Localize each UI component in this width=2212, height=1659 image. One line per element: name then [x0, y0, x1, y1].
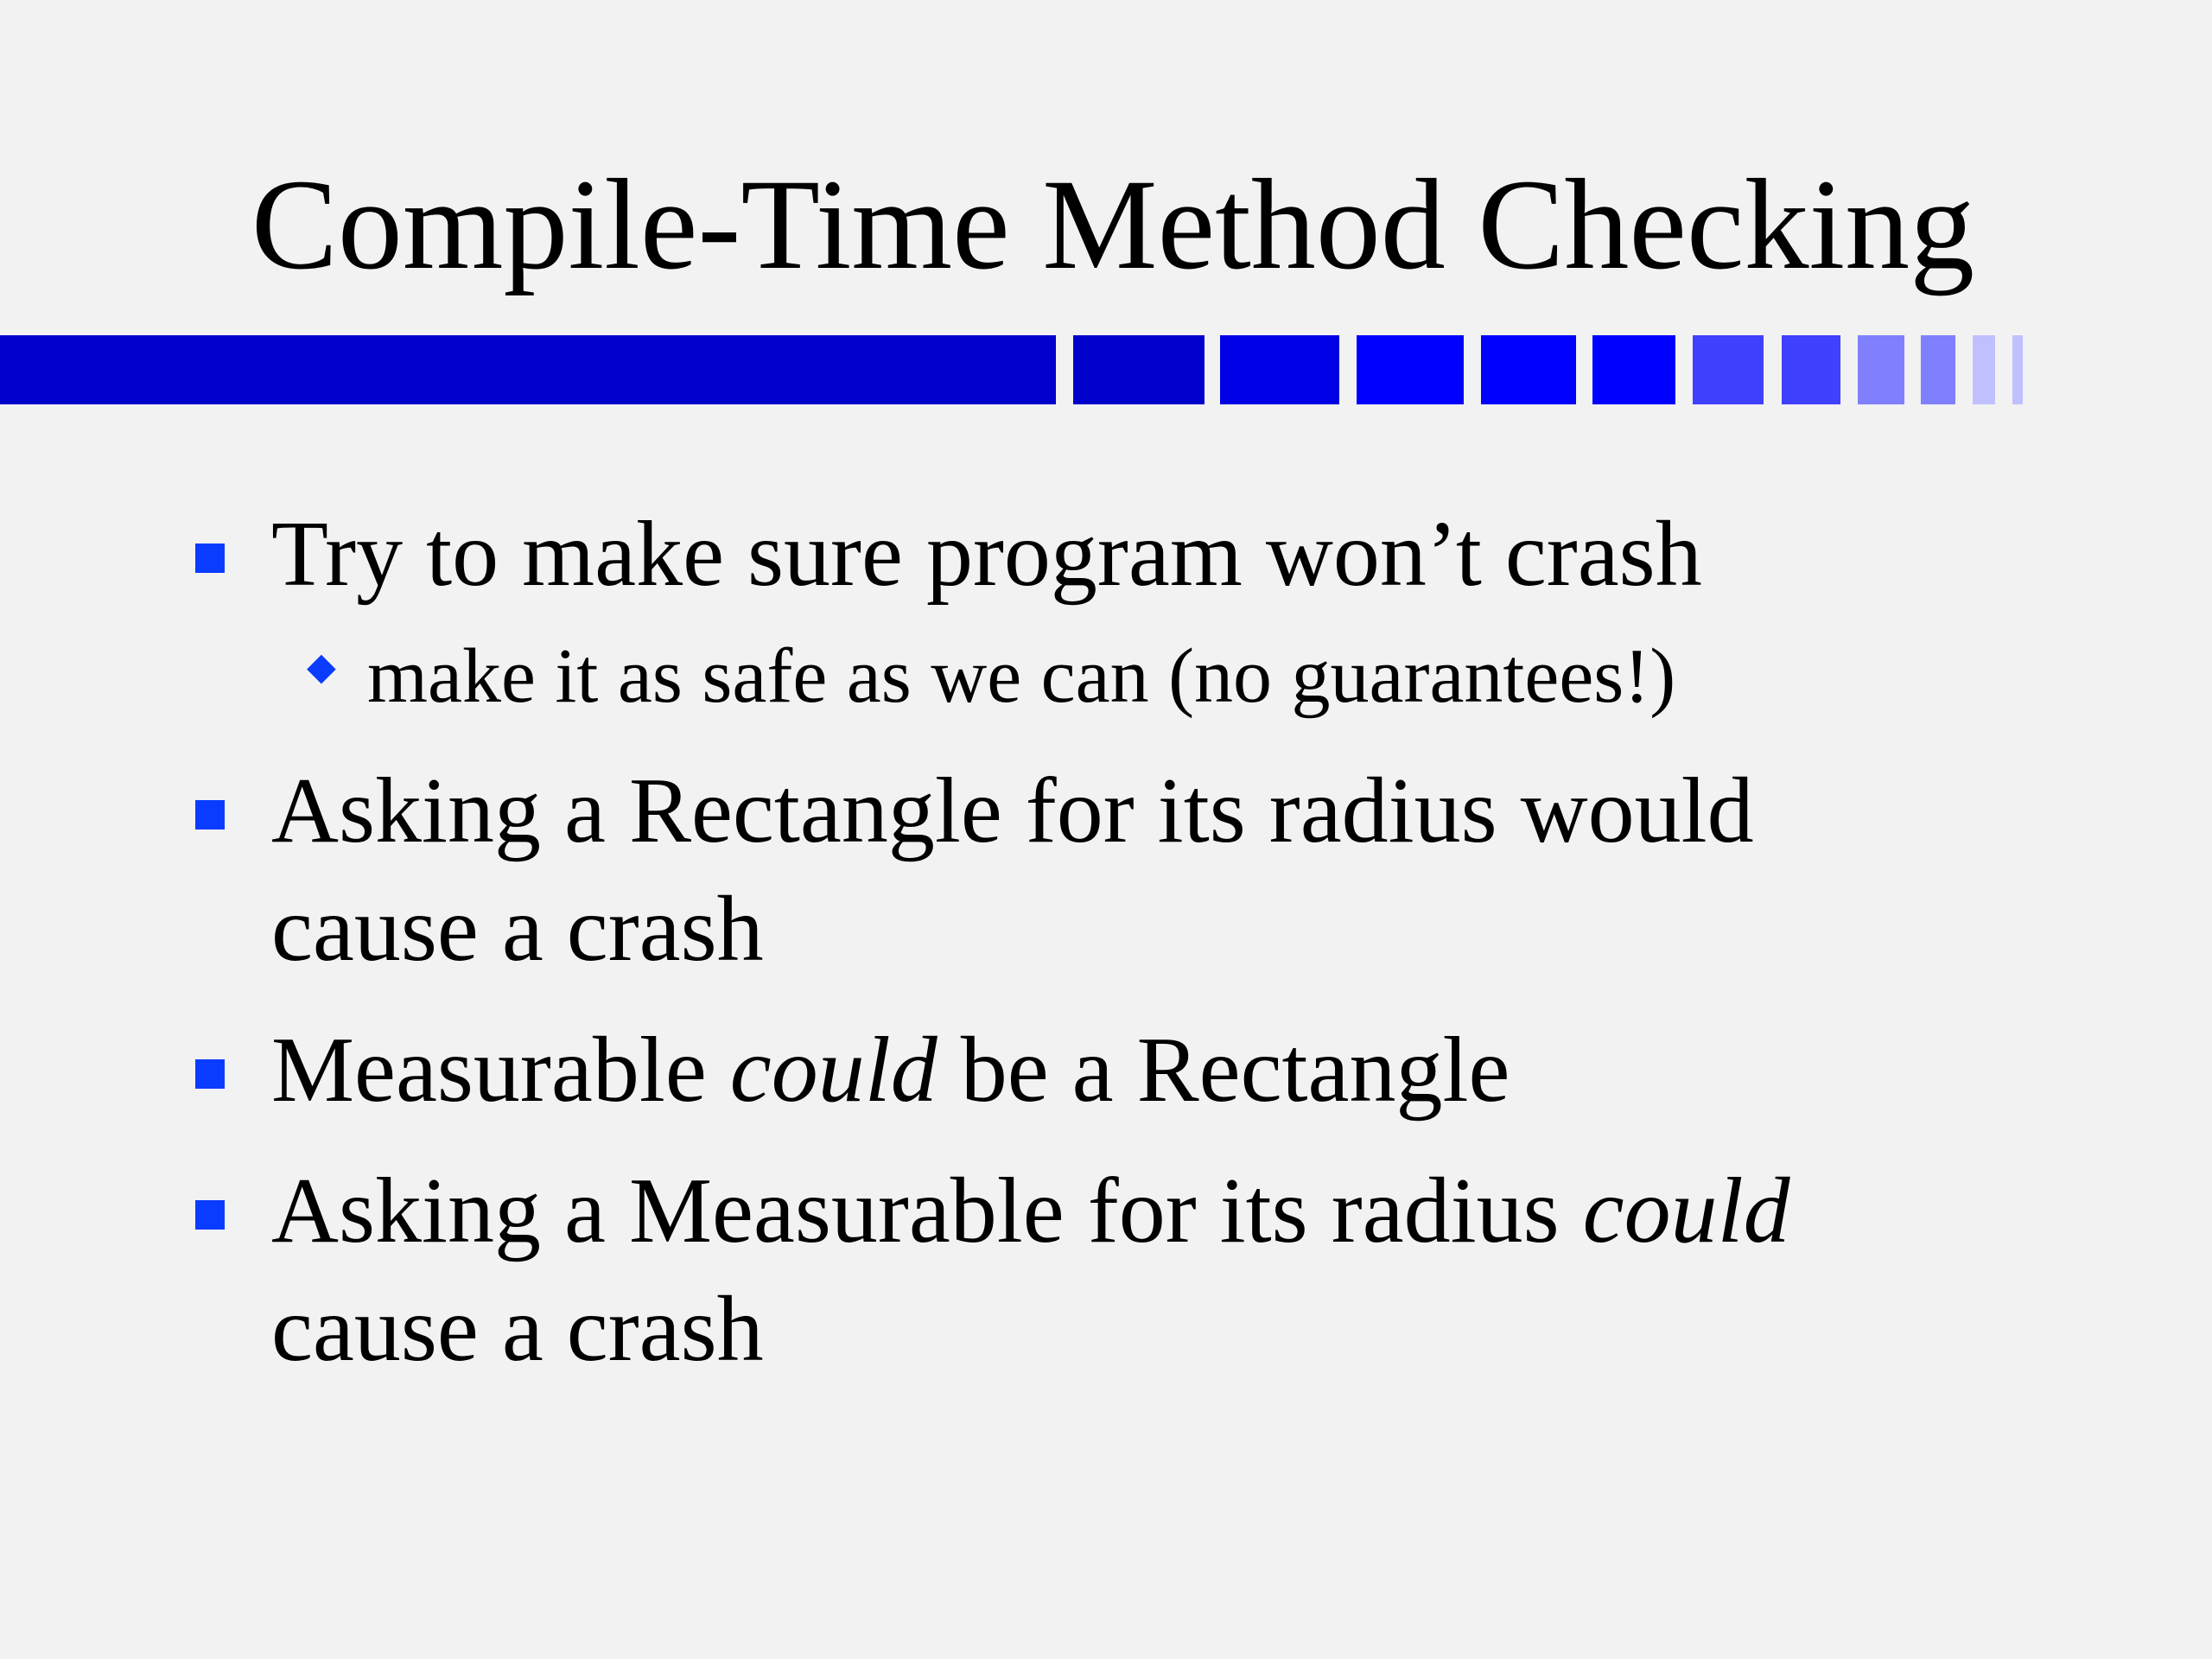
sub-bullet-item	[307, 629, 1676, 724]
bar-segment	[1921, 335, 1955, 404]
slide-title: Compile-Time Method Checking	[251, 153, 1975, 296]
square-bullet-icon	[195, 1059, 225, 1089]
bar-segment	[0, 335, 1056, 404]
bar-segment	[1973, 335, 1995, 404]
bullet-item	[271, 495, 1702, 613]
bar-segment	[1481, 335, 1576, 404]
square-bullet-icon	[195, 1200, 225, 1230]
bullet-emphasis: could	[729, 1019, 938, 1122]
bullet-item	[271, 1152, 1790, 1270]
bullet-text: Try to make sure program won’t crash	[271, 503, 1702, 606]
bar-segment	[1220, 335, 1339, 404]
bullet-text-line: Asking a Rectangle for its radius would	[271, 760, 1754, 862]
bullet-item	[271, 752, 1754, 870]
bar-segment	[1073, 335, 1205, 404]
bar-segment	[1782, 335, 1840, 404]
bullet-continuation	[271, 1270, 764, 1389]
square-bullet-icon	[195, 543, 225, 573]
bar-segment	[2012, 335, 2023, 404]
diamond-bullet-icon: ◆	[307, 645, 336, 689]
bullet-text-part: Measurable	[271, 1019, 730, 1122]
sub-bullet-text: make it as safe as we can (no guarantees!)	[367, 633, 1676, 719]
bullet-text-line: cause a crash	[271, 1278, 764, 1381]
bullet-text-line: cause a crash	[271, 878, 764, 981]
bullet-continuation	[271, 870, 764, 988]
bar-segment	[1357, 335, 1464, 404]
bullet-text-part: be a Rectangle	[937, 1019, 1510, 1122]
bar-segment	[1858, 335, 1904, 404]
bar-segment	[1592, 335, 1675, 404]
square-bullet-icon	[195, 800, 225, 830]
bullet-item	[271, 1011, 1510, 1129]
bar-segment	[1693, 335, 1764, 404]
bullet-text-part: Asking a Measurable for its radius	[271, 1160, 1583, 1262]
bullet-emphasis: could	[1582, 1160, 1790, 1262]
